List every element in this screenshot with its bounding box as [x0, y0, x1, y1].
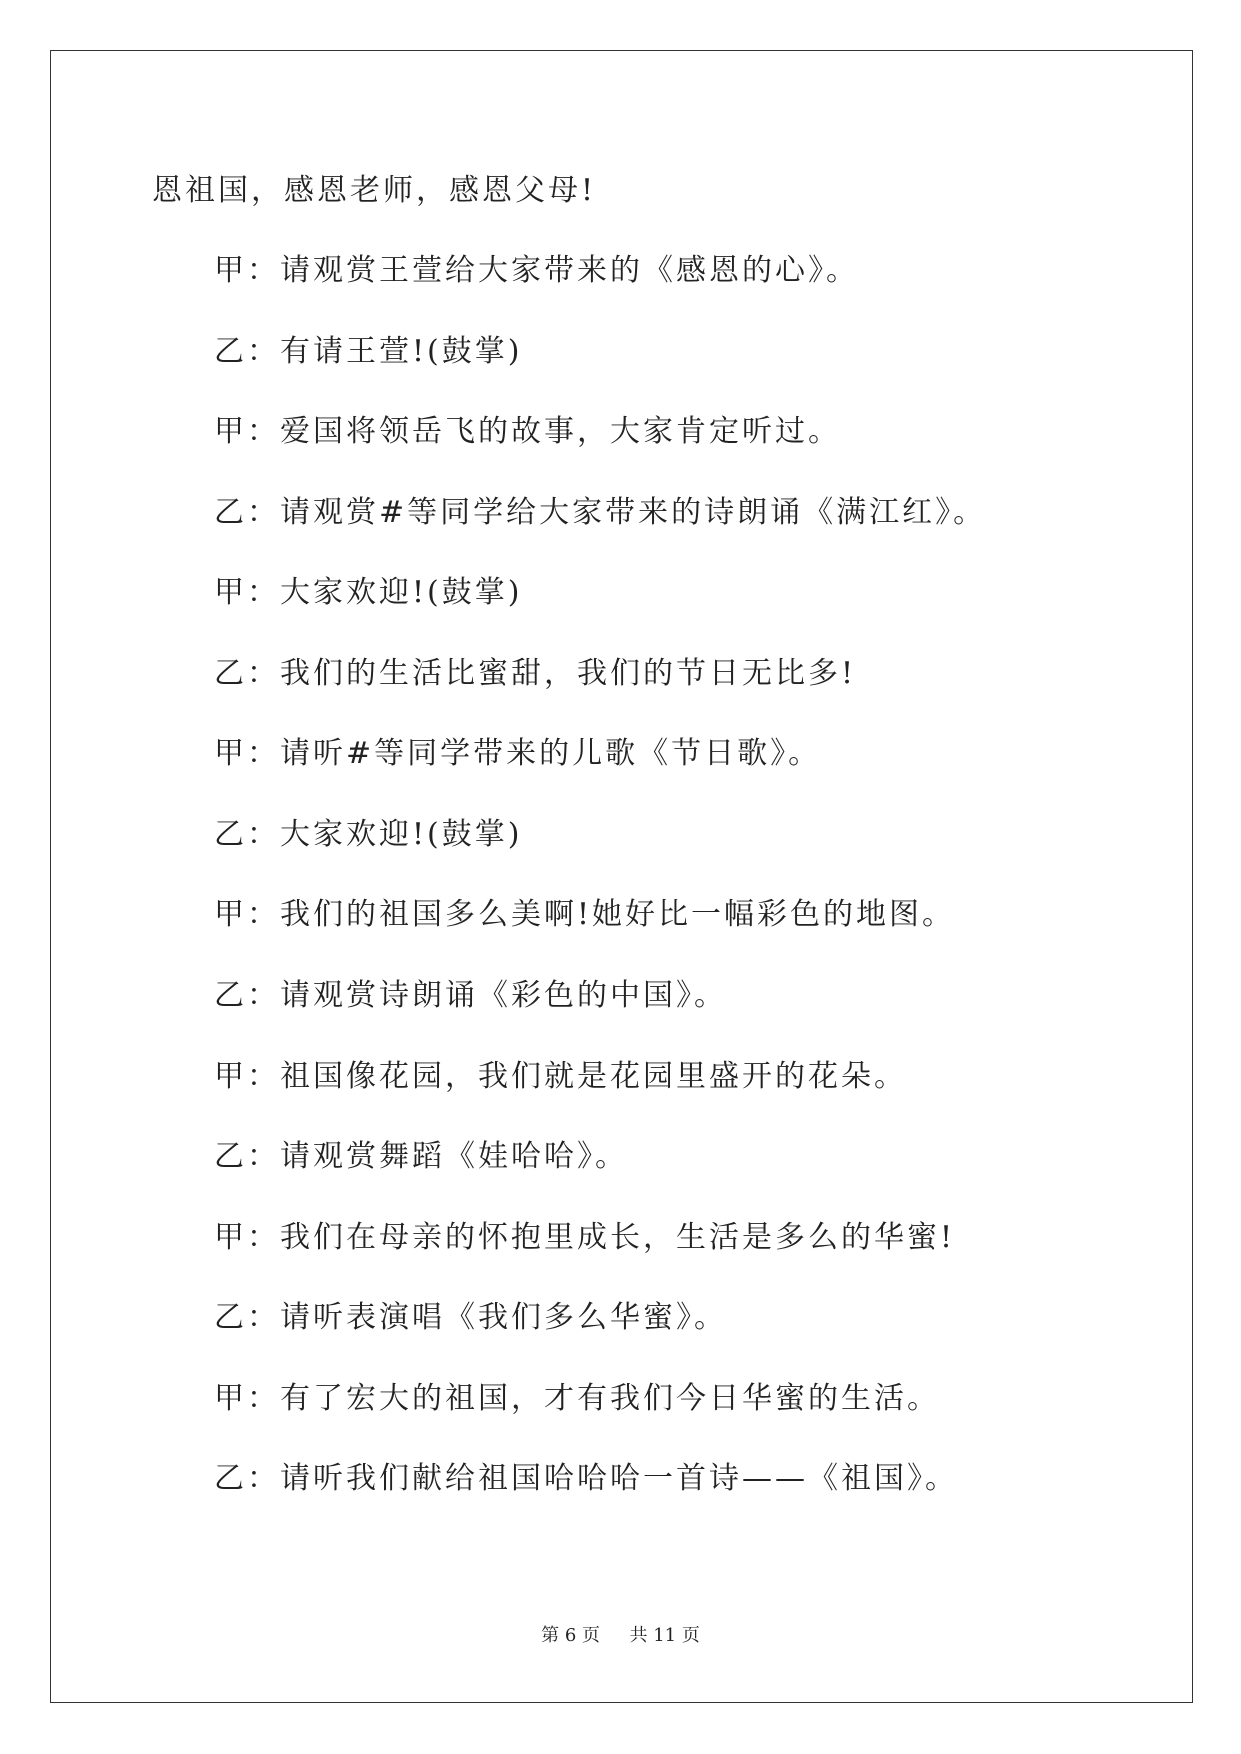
page-total: 共 11 页 — [629, 1625, 700, 1646]
text-line-17: 乙：请听我们献给祖国哈哈哈一首诗——《祖国》。 — [214, 1461, 958, 1496]
text-line-3: 乙：有请王萱!(鼓掌) — [214, 334, 523, 369]
text-line-6: 甲：大家欢迎!(鼓掌) — [214, 575, 523, 610]
text-line-9: 乙：大家欢迎!(鼓掌) — [214, 817, 523, 852]
text-line-8: 甲：请听#等同学带来的儿歌《节日歌》。 — [214, 736, 822, 771]
text-line-11: 乙：请观赏诗朗诵《彩色的中国》。 — [214, 978, 727, 1013]
text-line-7: 乙：我们的生活比蜜甜，我们的节日无比多! — [214, 656, 857, 691]
text-line-16: 甲：有了宏大的祖国，才有我们今日华蜜的生活。 — [214, 1381, 940, 1416]
text-line-5: 乙：请观赏#等同学给大家带来的诗朗诵《满江红》。 — [214, 495, 987, 530]
text-line-2: 甲：请观赏王萱给大家带来的《感恩的心》。 — [214, 253, 859, 288]
text-line-4: 甲：爱国将领岳飞的故事，大家肯定听过。 — [214, 414, 841, 449]
page-footer — [0, 1624, 1241, 1648]
page-number: 第 6 页 — [541, 1625, 601, 1646]
text-line-13: 乙：请观赏舞蹈《娃哈哈》。 — [214, 1139, 628, 1174]
text-line-12: 甲：祖国像花园，我们就是花园里盛开的花朵。 — [214, 1059, 907, 1094]
page-border — [50, 50, 1193, 1703]
text-line-10: 甲：我们的祖国多么美啊!她好比一幅彩色的地图。 — [214, 897, 956, 932]
text-line-15: 乙：请听表演唱《我们多么华蜜》。 — [214, 1300, 727, 1335]
text-line-14: 甲：我们在母亲的怀抱里成长，生活是多么的华蜜! — [214, 1220, 956, 1255]
text-line-1: 恩祖国，感恩老师，感恩父母! — [152, 173, 597, 208]
